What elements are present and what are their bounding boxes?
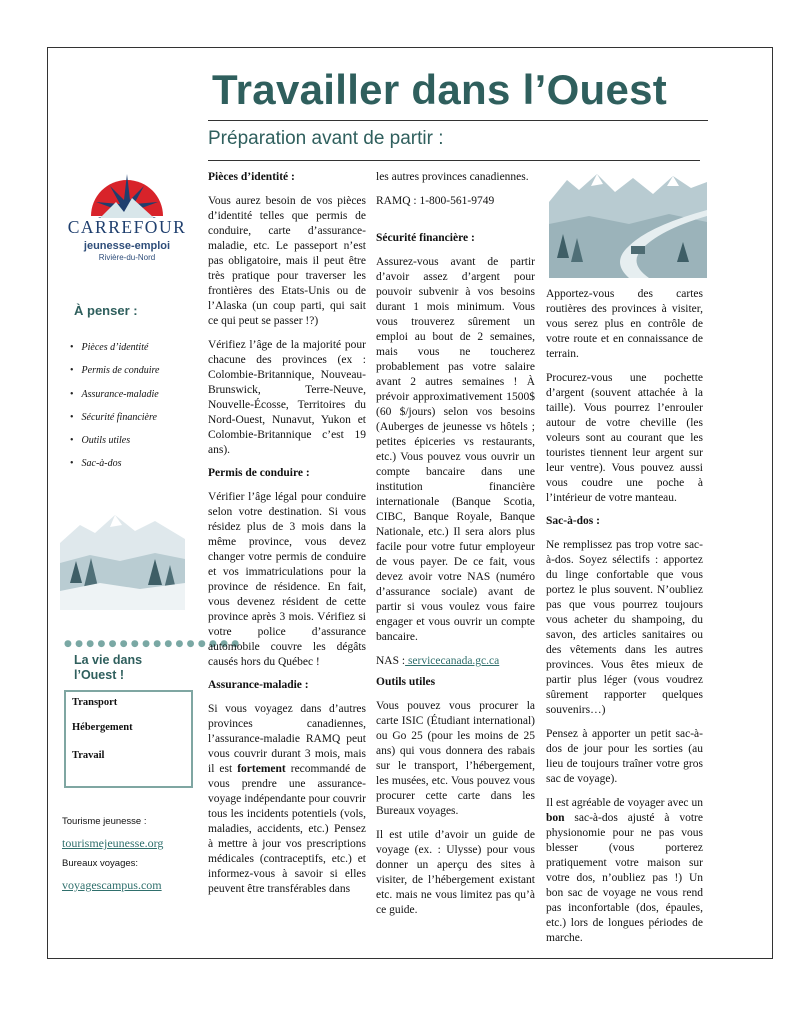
paragraph: Vous aurez besoin de vos pièces d’identité telles que permis de conduire, carte d’assurance-maladie, etc. Le passeport n’est pas obligatoire, mais il peut être très pratique pour traverser les frontières des Etats-Unis ou de l’Alaska (un coup parti, qui sait ce qui peut se passer !?)	[208, 195, 366, 327]
paragraph: Vous pouvez vous procurer la carte ISIC (Étudiant international) ou Go 25 (pour les moins de 25 ans) qui vous donnera des rabais sur le transport, l’hébergement, les musées, etc. Vous pouvez vous procurer cette carte dans les Bureaux voyages.	[376, 700, 535, 817]
section-heading: Sécurité financière :	[376, 232, 475, 244]
paragraph: Il est utile d’avoir un guide de voyage (ex. : Ulysse) pour vous donner un aperçu des sites à visiter, de l’hébergement existant etc. mais ne vous limitez pas qu’à ce guide.	[376, 829, 535, 916]
bureaux-label: Bureaux voyages:	[62, 858, 139, 869]
sidebar-item: • Pièces d’identité	[70, 341, 159, 364]
mountain-road-illustration	[549, 172, 707, 278]
servicecanada-link[interactable]: servicecanada.gc.ca	[405, 655, 500, 667]
paragraph: Apportez-vous des cartes routières des provinces à visiter, vous serez plus en contrôle de votre route et en connaissance de terrain.	[546, 288, 703, 360]
vie-heading	[74, 653, 142, 683]
section-heading: Permis de conduire :	[208, 467, 310, 479]
sidebar-heading: À penser :	[74, 303, 138, 318]
subtitle-rule	[208, 160, 700, 161]
winter-landscape-illustration	[60, 503, 185, 610]
sidebar-item: • Sécurité financière	[70, 411, 159, 434]
text-run: recommandé de vous prendre une assurance-voyage indépendante pour couvrir tous les incidents potentiels (vols, maladies, accidents, etc.) Pensez à mettre à jour vos prescriptions médicales (contraceptifs, etc.) et informez-vous à savoir si elles peuvent être transférables dans	[208, 763, 366, 895]
logo-subtitle	[60, 240, 194, 263]
text-run: Si vous voyagez dans d’autres provinces canadiennes, l’assurance-maladie RAMQ peut vous couvrir durant 3 mois, mais il est	[208, 703, 366, 775]
paragraph: Pensez à apporter un petit sac-à-dos de jour pour les sorties (au lieu de toujours traîner votre gros sac de voyage).	[546, 728, 703, 785]
vie-heading-line-1: La vie dans	[74, 653, 143, 667]
logo-line-2: Rivière-du-Nord	[98, 253, 156, 262]
title-rule	[208, 120, 708, 121]
paragraph: Vérifier l’âge légal pour conduire selon votre destination. Si vous résidez plus de 3 mois dans la même province, vous devez changer votre permis de conduire et vos immatriculations pour la province de résidence. En fait, vous devenez résident de cette province après 3 mois. Vérifiez si votre police d’assurance automobile couvre les dégâts causés hors du Québec !	[208, 491, 366, 668]
vie-box	[64, 690, 193, 788]
vie-heading-line-2: l’Ouest !	[74, 668, 125, 682]
paragraph	[208, 702, 366, 897]
vie-box-item: Transport	[72, 697, 118, 708]
text-run: sac-à-dos ajusté à votre physionomie pour ne pas vous blesser (vous porterez pratiquement votre maison sur votre dos, n’oubliez pas !) Un bon sac de voyage ne vous rend pas inconfortable (dos, épaules, etc.) lors de longues périodes de marche.	[546, 812, 703, 944]
section-heading: Assurance-maladie :	[208, 679, 309, 691]
sidebar-item: • Sac-à-dos	[70, 457, 159, 480]
tourisme-link[interactable]: tourismejeunesse.org	[62, 836, 164, 850]
paragraph: Vérifiez l’âge de la majorité pour chacune des provinces (ex : Colombie-Britannique, Nouveau-Brunswick, Terre-Neuve, Nouvelle-Écosse, Territoires du Nord-Ouest, Nunavut, Yukon et Colombie-Britannique c’est 19 ans).	[208, 339, 366, 456]
logo-wordmark: CARREFOUR	[67, 217, 187, 237]
paragraph: Assurez-vous avant de partir d’avoir assez d’argent pour pouvoir subvenir à vos besoins durant 1 mois minimum. Vous vous trouverez sûrement un emploi au bout de 2 semaines, mais vous ne toucherez probablement pas votre salaire avant 2 autres semaines ! À prévoir approximativement 1500$ (60 $/jours) selon vos besoins (Auberges de jeunesse vs hôtels ; petites épiceries vs restaurants, etc.) Vous pouvez vous ouvrir un compte bancaire dans une institution financière internationale (Banque Scotia, CIBC, Banque Royale, Banque Nationale, etc.) Il sera alors plus facile pour votre futur employeur de vous payer. De ce fait, vous devez avoir votre NAS (numéro d’assurance sociale) avant de partir si vous voulez vous faire engager et vous ouvrir un compte bancaire.	[376, 256, 535, 643]
paragraph: Ne remplissez pas trop votre sac-à-dos. Soyez sélectifs : apportez du linge confortable que vous portez le plus souvent. N’oubliez pas que vous pourrez toujours vous acheter du shampoing, du savon, des articles sanitaires ou des vêtements dans les autres provinces. Vous êtes mieux de partir plus léger (vous voudrez sûrement rapporter quelques souvenirs…)	[546, 539, 703, 716]
page-title: Travailler dans l’Ouest	[212, 66, 668, 113]
decorative-dots: ●●●●●●●●●●●●●●●●	[64, 639, 243, 649]
tourisme-label: Tourisme jeunesse :	[62, 816, 147, 827]
emphasis: fortement	[237, 763, 286, 775]
page-subtitle: Préparation avant de partir :	[208, 128, 444, 149]
bureaux-link[interactable]: voyagescampus.com	[62, 878, 162, 892]
vie-box-item: Hébergement	[72, 722, 133, 733]
emphasis: bon	[546, 812, 565, 824]
column-1	[208, 170, 366, 897]
paragraph: les autres provinces canadiennes.	[376, 171, 529, 183]
sidebar-item: • Outils utiles	[70, 434, 159, 457]
paragraph: Procurez-vous une pochette d’argent (souvent attachée à la taille). Vous pourrez l’enrouler autour de votre cheville (les voleurs sont au courant que les touristes tiennent leur argent sur leur ventre). Vous pouvez aussi vous coudre une poche à l’intérieur de votre manteau.	[546, 372, 703, 504]
section-heading: Sac-à-dos :	[546, 515, 600, 527]
sidebar-item: • Assurance-maladie	[70, 388, 159, 411]
paragraph: RAMQ : 1-800-561-9749	[376, 195, 495, 207]
logo-line-1: jeunesse-emploi	[83, 240, 171, 252]
vie-box-item: Travail	[72, 750, 105, 761]
nas-label: NAS :	[376, 655, 406, 667]
sidebar-list	[70, 341, 159, 481]
text-run: Il est agréable de voyager avec un	[546, 797, 703, 809]
column-3	[546, 287, 703, 946]
section-heading: Pièces d’identité :	[208, 171, 295, 183]
sidebar-item: • Permis de conduire	[70, 364, 159, 387]
section-heading: Outils utiles	[376, 676, 436, 688]
paragraph	[376, 654, 535, 669]
column-2	[376, 170, 535, 918]
paragraph	[546, 796, 703, 946]
